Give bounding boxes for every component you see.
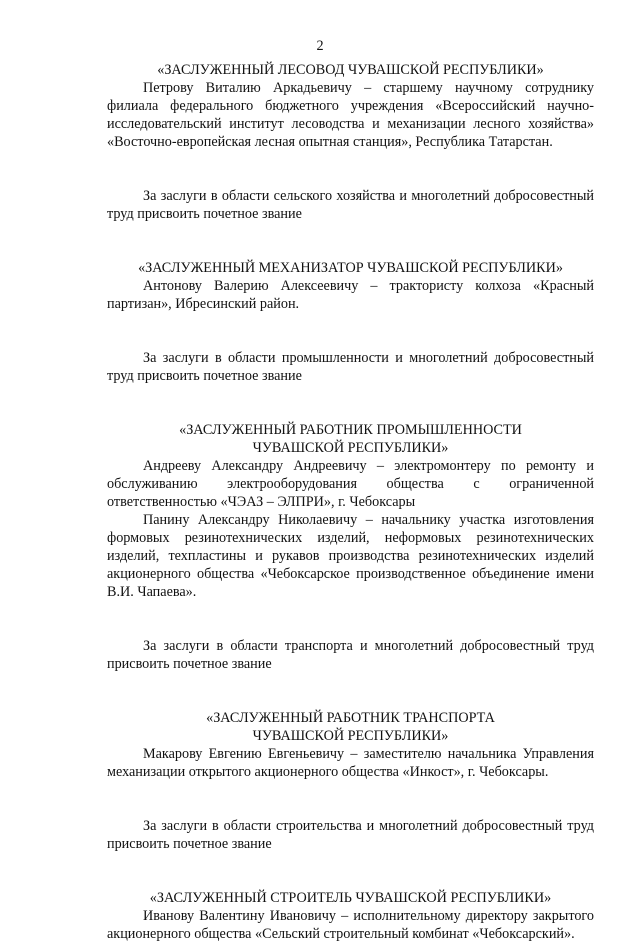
award-section-builder	[107, 889, 594, 943]
awardee-paragraph: Петрову Виталию Аркадьевичу – старшему научному сотруднику филиала федерального бюджетного учреждения «Всероссийский научно-исследовательский институт лесоводства и механизации лесного хозяйства» «Восточно-европейская лесная опытная станция», Республика Татарстан.	[107, 80, 594, 150]
document-body	[107, 61, 594, 943]
award-title-line: «ЗАСЛУЖЕННЫЙ РАБОТНИК ПРОМЫШЛЕННОСТИ	[179, 422, 522, 438]
page-number: 2	[316, 38, 324, 54]
award-title-line: «ЗАСЛУЖЕННЫЙ МЕХАНИЗАТОР ЧУВАШСКОЙ РЕСПУБЛИКИ»	[138, 260, 563, 276]
award-title	[107, 61, 594, 79]
award-title	[107, 421, 594, 457]
decree-paragraph: За заслуги в области транспорта и многолетний добросовестный труд присвоить почетное звание	[107, 638, 594, 672]
award-section-transport-worker	[107, 709, 594, 781]
decree-paragraph: За заслуги в области сельского хозяйства и многолетний добросовестный труд присвоить почетное звание	[107, 188, 594, 222]
awardee-paragraph: Иванову Валентину Ивановичу – исполнительному директору закрытого акционерного общества «Сельский строительный комбинат «Чебоксарский».	[107, 908, 594, 942]
award-title	[107, 889, 594, 907]
award-title	[107, 259, 594, 277]
award-title-line: «ЗАСЛУЖЕННЫЙ РАБОТНИК ТРАНСПОРТА	[206, 710, 495, 726]
award-title-line: «ЗАСЛУЖЕННЫЙ ЛЕСОВОД ЧУВАШСКОЙ РЕСПУБЛИКИ»	[157, 62, 544, 78]
award-section-industry-worker	[107, 421, 594, 601]
award-title-line: «ЗАСЛУЖЕННЫЙ СТРОИТЕЛЬ ЧУВАШСКОЙ РЕСПУБЛИКИ»	[149, 890, 552, 906]
award-title-line: ЧУВАШСКОЙ РЕСПУБЛИКИ»	[252, 440, 449, 456]
award-section-forester	[107, 61, 594, 151]
award-title-line: ЧУВАШСКОЙ РЕСПУБЛИКИ»	[252, 728, 449, 744]
awardee-paragraph: Панину Александру Николаевичу – начальнику участка изготовления формовых резинотехнических изделий, неформовых резинотехнических изделий, техпластины и рукавов производства резинотехнических изделий акционерного общества «Чебоксарское производственное объединение имени В.И. Чапаева».	[107, 512, 594, 600]
awardee-paragraph: Андрееву Александру Андреевичу – электромонтеру по ремонту и обслуживанию электрооборудования общества с ограниченной ответственностью «ЧЭАЗ – ЭЛПРИ», г. Чебоксары	[107, 458, 594, 510]
award-section-machine-operator	[107, 259, 594, 313]
awardee-paragraph: Антонову Валерию Алексеевичу – трактористу колхоза «Красный партизан», Ибресинский район.	[107, 278, 594, 312]
awardee-paragraph: Макарову Евгению Евгеньевичу – заместителю начальника Управления механизации открытого акционерного общества «Инкост», г. Чебоксары.	[107, 746, 594, 780]
decree-paragraph: За заслуги в области промышленности и многолетний добросовестный труд присвоить почетное звание	[107, 350, 594, 384]
decree-paragraph: За заслуги в области строительства и многолетний добросовестный труд присвоить почетное звание	[107, 818, 594, 852]
award-title	[107, 709, 594, 745]
